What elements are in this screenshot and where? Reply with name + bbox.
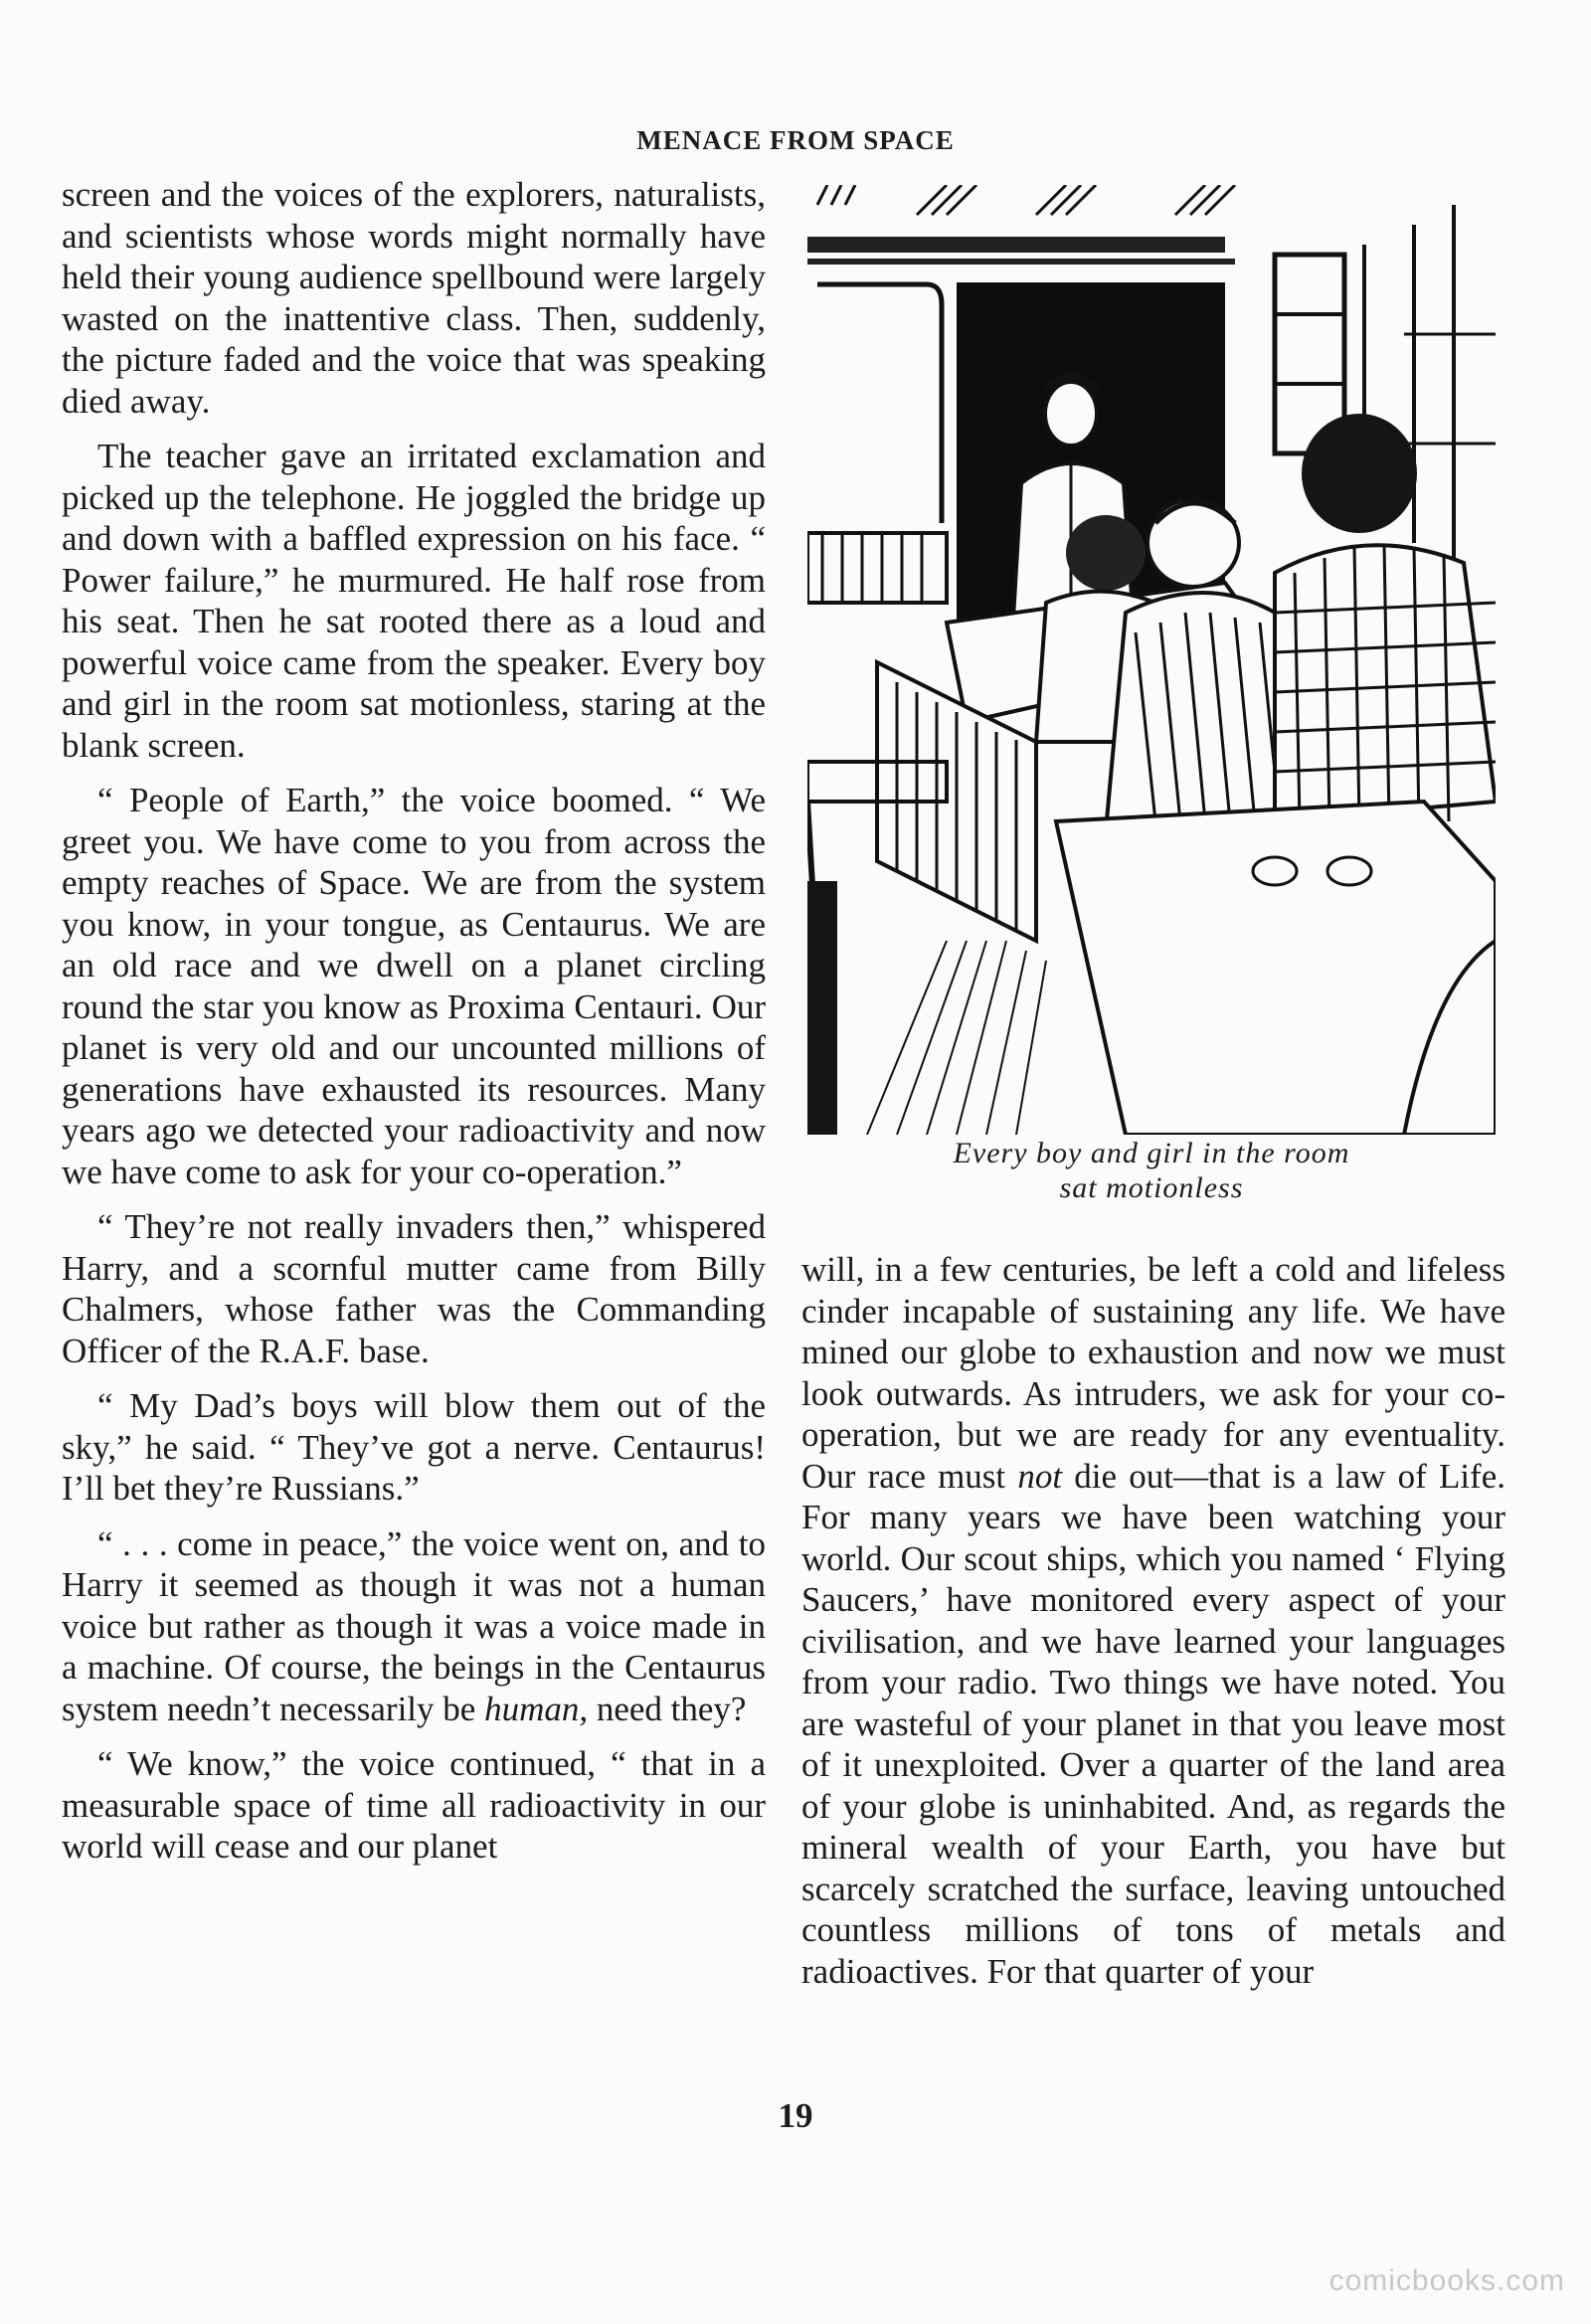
paragraph: “ They’re not really invaders then,” whispered Harry, and a scornful mutter came from Billy Chalmers, whose father was the Commanding Officer of the R.A.F. base.: [62, 1207, 766, 1370]
watermark: comicbooks.com: [1328, 2264, 1565, 2297]
illustration-drawing: [807, 185, 1496, 1135]
classroom-illustration: [807, 185, 1496, 1135]
running-head: MENACE FROM SPACE: [636, 125, 955, 155]
left-text-column: [62, 174, 766, 1868]
paragraph: [62, 1523, 766, 1730]
text-run: “ . . . come in peace,” the voice went on, and to Harry it seemed as though it was not a human voice but rather as though it was a voice made in a machine. Of course, the beings in the Centaurus system needn’t necessarily be: [62, 1523, 766, 1728]
paragraph: “ People of Earth,” the voice boomed. “ We greet you. We have come to you from across the empty reaches of Space. We are from the system you know, in your tongue, as Centaurus. We are an old race and we dwell on a planet circling round the star you know as Proxima Centauri. Our planet is very old and our uncounted millions of generations have exhausted its resources. Many years ago we detected your radioactivity and now we have come to ask for your co-operation.”: [62, 781, 766, 1191]
paragraph: The teacher gave an irritated exclamation and picked up the telephone. He joggled the bridge up and down with a baffled expression on his face. “ Power failure,” he murmured. He half rose from his seat. Then he sat rooted there as a loud and powerful voice came from the speaker. Every boy and girl in the room sat motionless, staring at the blank screen.: [62, 437, 766, 765]
illustration-caption: [807, 1136, 1496, 1205]
text-run: will, in a few centuries, be left a cold and lifeless cinder incapable of sustaining any life. We have mined our globe to exhaustion and now we must look outwards. As intruders, we ask for your co-operation, but we are ready for any eventuality. Our race must: [801, 1250, 1505, 1496]
paragraph: “ We know,” the voice continued, “ that in a measurable space of time all radioactivity in our world will cease and our planet: [62, 1744, 766, 1866]
caption-line: sat motionless: [1059, 1171, 1244, 1204]
caption-line: Every boy and girl in the room: [953, 1137, 1350, 1169]
paragraph: “ My Dad’s boys will blow them out of the sky,” he said. “ They’ve got a nerve. Centaurus! I’ll bet they’re Russians.”: [62, 1386, 766, 1508]
paragraph: screen and the voices of the explorers, naturalists, and scientists whose words might normally have held their young audience spellbound were largely wasted on the inattentive class. Then, suddenly, the picture faded and the voice that was speaking died away.: [62, 175, 766, 421]
emphasis: human,: [484, 1689, 589, 1728]
right-text-column: [801, 1249, 1505, 1992]
paragraph: [801, 1249, 1505, 1992]
text-run: die out—that is a law of Life. For many years we have been watching your world. Our scout ships, which you named ‘ Flying Saucers,’ have monitored every aspect of your civilisation, and we have learned your languages from your radio. Two things we have noted. You are wasteful of your planet in that you leave most of it unexploited. Over a quarter of the land area of your globe is uninhabited. And, as regards the mineral wealth of your Earth, you have but scarcely scratched the surface, leaving untouched countless millions of tons of metals and radioactives. For that quarter of your: [801, 1456, 1505, 1991]
page-number: 19: [778, 2096, 813, 2135]
text-run: need they?: [588, 1689, 747, 1728]
emphasis: not: [1017, 1456, 1063, 1496]
